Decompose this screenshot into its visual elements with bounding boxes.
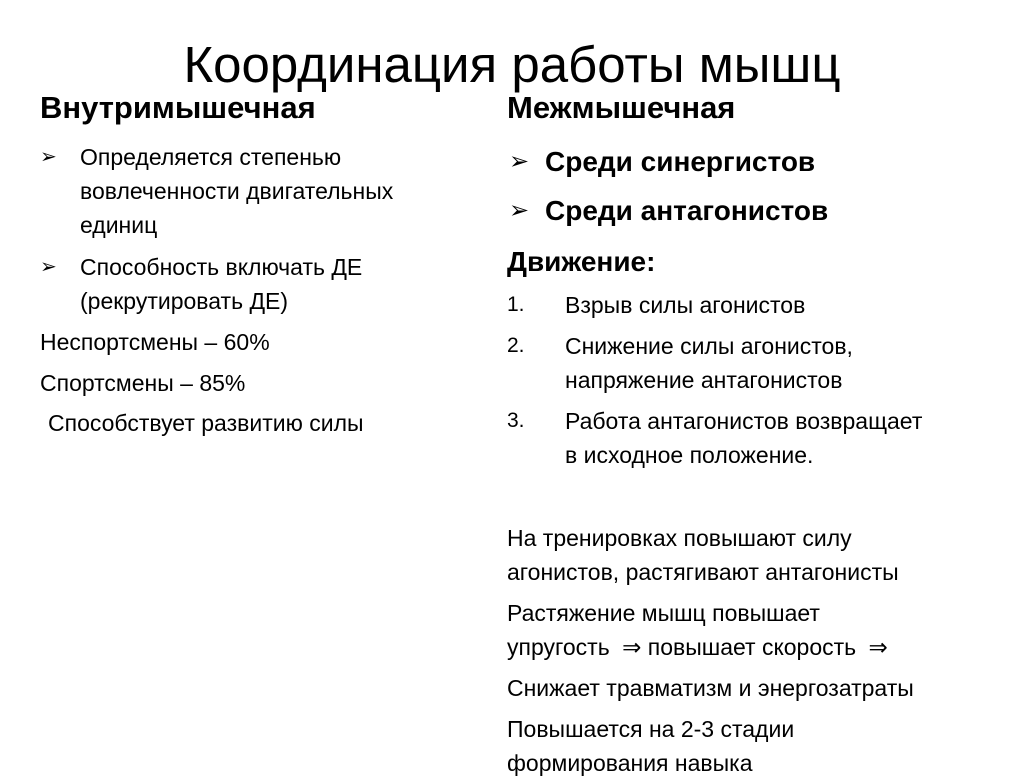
step-number: 3. <box>507 409 525 432</box>
step-line: в исходное положение. <box>565 442 814 468</box>
arrow-bullet-icon: ➢ <box>509 197 530 224</box>
note-line: Повышается на 2-3 стадии <box>507 716 795 742</box>
intermuscular-heading: Межмышечная <box>507 90 736 125</box>
note-line: Снижает травматизм и энергозатраты <box>507 675 914 701</box>
bullet-line: Способность включать ДЕ <box>80 254 363 280</box>
note-text: упругость <box>507 634 610 660</box>
implies-arrow-icon: ⇒ <box>622 634 642 660</box>
note-line: агонистов, растягивают антагонисты <box>507 559 899 585</box>
bullet-line: (рекрутировать ДЕ) <box>80 288 289 314</box>
bullet-line: единиц <box>80 212 158 238</box>
note-line: формирования навыка <box>507 750 753 776</box>
arrow-bullet-icon: ➢ <box>40 146 57 168</box>
bullet-line: Определяется степенью <box>80 144 342 170</box>
step-line: напряжение антагонистов <box>565 367 843 393</box>
bullet-line: вовлеченности двигательных <box>80 178 394 204</box>
implies-arrow-icon: ⇒ <box>868 634 888 660</box>
note-line: На тренировках повышают силу <box>507 525 852 551</box>
note-line: Растяжение мышц повышает <box>507 600 820 626</box>
movement-heading: Движение: <box>507 246 656 277</box>
note-text: повышает скорость <box>647 634 857 660</box>
step-line: Работа антагонистов возвращает <box>565 408 923 434</box>
step-number: 1. <box>507 293 525 316</box>
step-line: Взрыв силы агонистов <box>565 292 806 318</box>
intramuscular-heading: Внутримышечная <box>40 90 316 125</box>
strength-note: Способствует развитию силы <box>48 410 364 436</box>
bullet-text: Среди антагонистов <box>545 195 829 226</box>
arrow-bullet-icon: ➢ <box>40 256 57 278</box>
step-line: Снижение силы агонистов, <box>565 333 853 359</box>
note-line <box>507 630 888 664</box>
slide-title: Координация работы мышц <box>183 36 841 94</box>
non-athletes-stat: Неспортсмены – 60% <box>40 329 270 355</box>
step-number: 2. <box>507 334 525 357</box>
arrow-bullet-icon: ➢ <box>509 148 530 175</box>
bullet-text: Среди синергистов <box>545 146 816 177</box>
athletes-stat: Спортсмены – 85% <box>40 370 246 396</box>
